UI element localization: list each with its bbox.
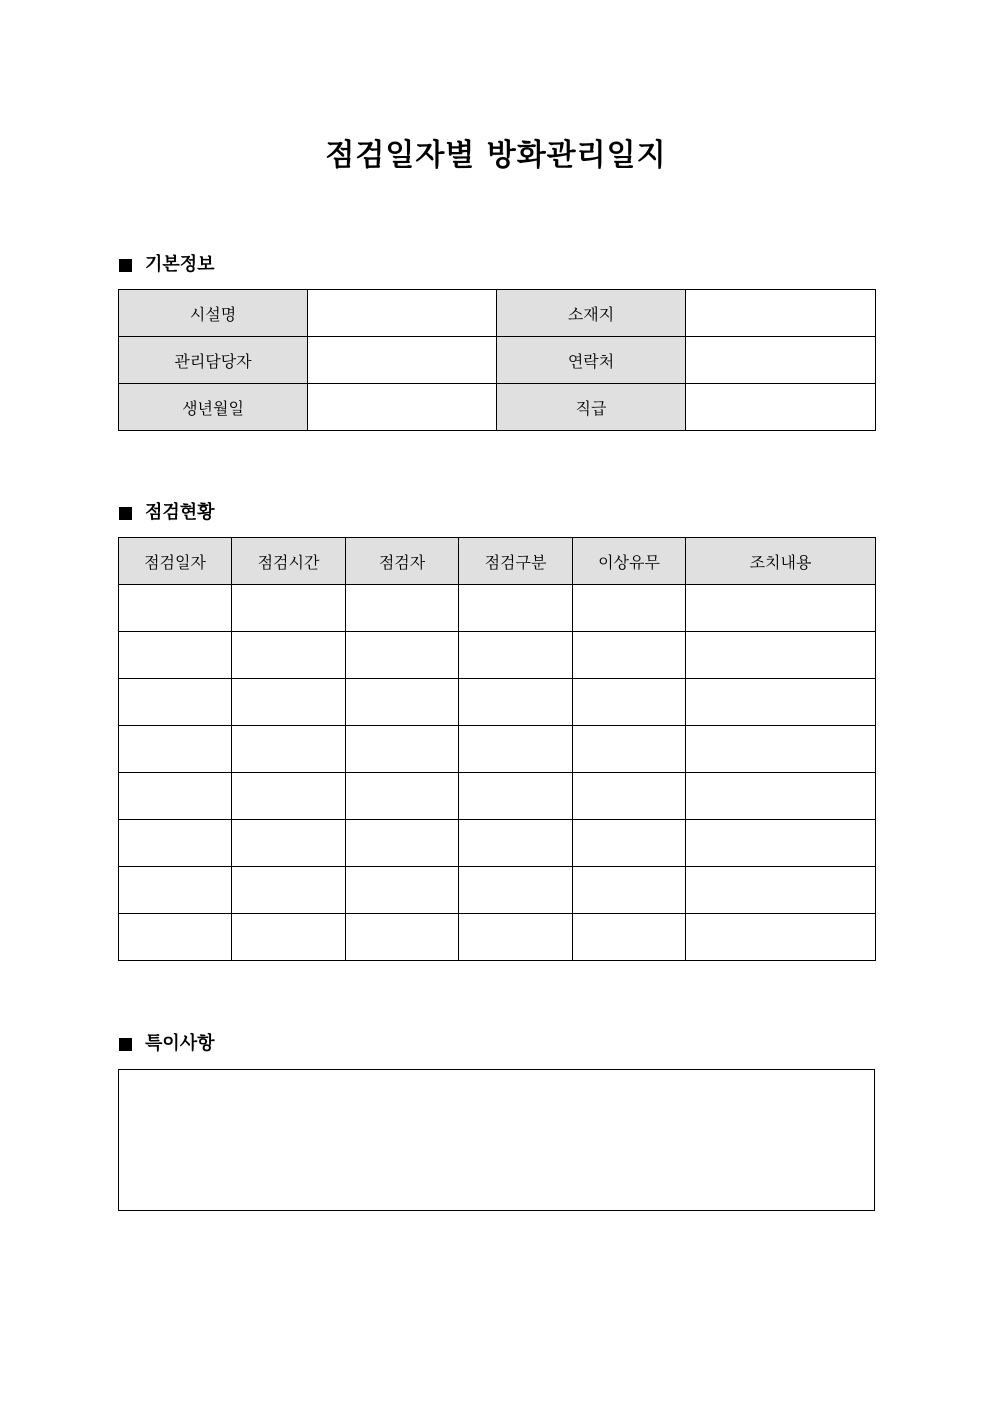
table-row	[119, 632, 876, 679]
table-row	[119, 914, 876, 961]
abnormality-cell[interactable]	[573, 820, 686, 867]
square-bullet-icon	[119, 1038, 132, 1051]
table-header-row	[119, 538, 876, 585]
time-cell[interactable]	[232, 585, 346, 632]
inspector-cell[interactable]	[346, 632, 459, 679]
action-cell[interactable]	[686, 679, 876, 726]
square-bullet-icon	[119, 507, 132, 520]
inspector-cell[interactable]	[346, 585, 459, 632]
abnormality-cell[interactable]	[573, 914, 686, 961]
table-row	[119, 290, 876, 337]
action-cell[interactable]	[686, 632, 876, 679]
action-cell[interactable]	[686, 914, 876, 961]
inspector-cell[interactable]	[346, 726, 459, 773]
date-cell[interactable]	[119, 679, 232, 726]
time-cell[interactable]	[232, 914, 346, 961]
action-cell[interactable]	[686, 726, 876, 773]
abnormality-cell[interactable]	[573, 585, 686, 632]
category-cell[interactable]	[459, 914, 573, 961]
category-cell[interactable]	[459, 726, 573, 773]
date-cell[interactable]	[119, 632, 232, 679]
time-cell[interactable]	[232, 867, 346, 914]
date-cell[interactable]	[119, 585, 232, 632]
contact-field[interactable]	[686, 337, 876, 384]
inspector-cell[interactable]	[346, 679, 459, 726]
date-cell[interactable]	[119, 820, 232, 867]
square-bullet-icon	[119, 259, 132, 272]
position-field[interactable]	[686, 384, 876, 431]
table-row	[119, 679, 876, 726]
action-cell[interactable]	[686, 585, 876, 632]
category-cell[interactable]	[459, 820, 573, 867]
action-cell[interactable]	[686, 820, 876, 867]
category-cell[interactable]	[459, 632, 573, 679]
abnormality-cell[interactable]	[573, 679, 686, 726]
facility-name-label: 시설명	[119, 290, 308, 337]
manager-label: 관리담당자	[119, 337, 308, 384]
table-row	[119, 867, 876, 914]
time-cell[interactable]	[232, 632, 346, 679]
table-row	[119, 820, 876, 867]
inspection-heading	[119, 501, 215, 525]
category-cell[interactable]	[459, 585, 573, 632]
date-cell[interactable]	[119, 914, 232, 961]
inspector-cell[interactable]	[346, 820, 459, 867]
date-cell[interactable]	[119, 867, 232, 914]
remarks-heading-text: 특이사항	[145, 1033, 215, 1054]
birthdate-label: 생년월일	[119, 384, 308, 431]
birthdate-field[interactable]	[308, 384, 497, 431]
action-cell[interactable]	[686, 773, 876, 820]
remarks-heading	[119, 1032, 215, 1056]
date-cell[interactable]	[119, 726, 232, 773]
abnormality-cell[interactable]	[573, 632, 686, 679]
basic-info-table	[118, 289, 876, 431]
column-header-category: 점검구분	[459, 538, 573, 585]
category-cell[interactable]	[459, 679, 573, 726]
abnormality-cell[interactable]	[573, 773, 686, 820]
inspector-cell[interactable]	[346, 914, 459, 961]
basic-info-heading-text: 기본정보	[145, 254, 215, 275]
abnormality-cell[interactable]	[573, 726, 686, 773]
column-header-date: 점검일자	[119, 538, 232, 585]
table-row	[119, 384, 876, 431]
category-cell[interactable]	[459, 773, 573, 820]
time-cell[interactable]	[232, 820, 346, 867]
document-title: 점검일자별 방화관리일지	[325, 138, 667, 173]
date-cell[interactable]	[119, 773, 232, 820]
facility-name-field[interactable]	[308, 290, 497, 337]
abnormality-cell[interactable]	[573, 867, 686, 914]
column-header-inspector: 점검자	[346, 538, 459, 585]
table-row	[119, 726, 876, 773]
table-row	[119, 773, 876, 820]
category-cell[interactable]	[459, 867, 573, 914]
remarks-textarea[interactable]	[118, 1069, 875, 1211]
table-row	[119, 585, 876, 632]
inspection-heading-text: 점검현황	[145, 502, 215, 523]
action-cell[interactable]	[686, 867, 876, 914]
column-header-abnormality: 이상유무	[573, 538, 686, 585]
inspection-table	[118, 537, 876, 961]
inspector-cell[interactable]	[346, 867, 459, 914]
inspector-cell[interactable]	[346, 773, 459, 820]
manager-field[interactable]	[308, 337, 497, 384]
basic-info-heading	[119, 253, 215, 277]
position-label: 직급	[497, 384, 686, 431]
time-cell[interactable]	[232, 726, 346, 773]
contact-label: 연락처	[497, 337, 686, 384]
table-row	[119, 337, 876, 384]
location-field[interactable]	[686, 290, 876, 337]
location-label: 소재지	[497, 290, 686, 337]
column-header-action: 조치내용	[686, 538, 876, 585]
time-cell[interactable]	[232, 773, 346, 820]
time-cell[interactable]	[232, 679, 346, 726]
column-header-time: 점검시간	[232, 538, 346, 585]
